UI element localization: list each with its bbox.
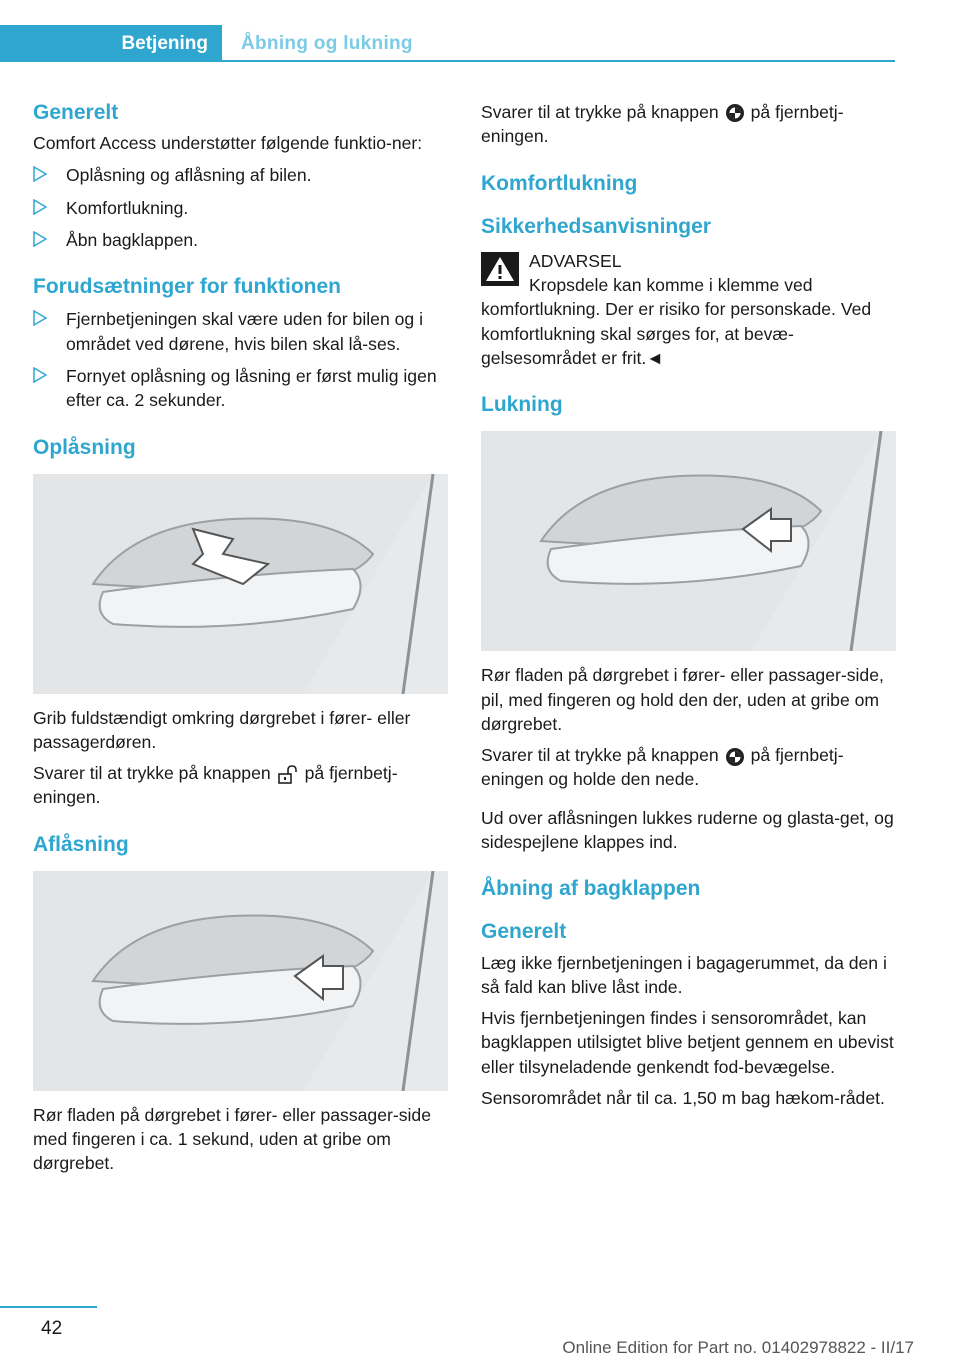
bagklap-text-2: Hvis fjernbetjeningen findes i sensorområdet, kan bagklappen utilsigtet blive betjent gennem en ubevist eller tilsyneladende genkendt fod-bevægelse.	[481, 1008, 894, 1077]
bagklap-text-1: Læg ikke fjernbetjeningen i bagagerummet, da den i så fald kan blive låst inde.	[481, 952, 887, 997]
heading-sikkerhedsanvisninger: Sikkerhedsanvisninger	[481, 214, 711, 238]
warning-heading: ADVARSEL	[529, 250, 622, 271]
heading-generelt: Generelt	[33, 101, 119, 124]
generelt-intro: Comfort Access understøtter følgende funktio-ner:	[33, 133, 423, 154]
lukning-text-1: Rør fladen på dørgrebet i fører- eller passager-side, pil, med fingeren og hold den der, uden at gribe om dørgrebet.	[481, 665, 884, 734]
unlock-icon	[277, 765, 299, 785]
heading-lukning: Lukning	[481, 393, 563, 417]
door-handle-figure-unlock	[33, 474, 448, 694]
edition-footer: Online Edition for Part no. 01402978822 - II/17	[562, 1338, 914, 1357]
list-item: Komfortlukning.	[33, 196, 448, 220]
bmw-logo-icon	[725, 103, 745, 123]
triangle-bullet-icon	[33, 367, 47, 383]
heading-aflaasning: Aflåsning	[33, 832, 129, 856]
forudsaetninger-list	[33, 307, 448, 412]
list-item: Åbn bagklappen.	[33, 228, 448, 252]
lukning-text-2: Svarer til at trykke på knappen på fjernbetj-eningen og holde den nede.	[481, 745, 844, 790]
lukning-text-3: Ud over aflåsningen lukkes ruderne og glasta-get, og sidespejlene klappes ind.	[481, 807, 894, 853]
header-section: Betjening	[121, 33, 208, 54]
list-item: Oplåsning og aflåsning af bilen.	[33, 163, 448, 187]
triangle-bullet-icon	[33, 231, 47, 247]
bagklap-text-3: Sensorområdet når til ca. 1,50 m bag hækom-rådet.	[481, 1087, 885, 1108]
oplaasning-text: Grib fuldstændigt omkring dørgrebet i fører- eller passagerdøren.	[33, 707, 411, 752]
aflaasning-text: Rør fladen på dørgrebet i fører- eller passager-side med fingeren i ca. 1 sekund, uden at gribe om dørgrebet.	[33, 1104, 431, 1174]
bmw-logo-icon	[725, 747, 745, 767]
triangle-bullet-icon	[33, 310, 47, 326]
footer-rule	[0, 1306, 97, 1308]
warning-text: Kropsdele kan komme i klemme ved komfortlukning. Der er risiko for personskade. Ved komfortlukning skal sørges for, at bevæ-gelsesområdet er frit.◄	[481, 275, 872, 368]
triangle-bullet-icon	[33, 166, 47, 182]
heading-oplaasning: Oplåsning	[33, 435, 136, 459]
warning-block	[481, 249, 896, 370]
list-item: Fornyet oplåsning og låsning er først mulig igen efter ca. 2 sekunder.	[33, 364, 448, 413]
heading-komfortlukning: Komfortlukning	[481, 171, 638, 195]
heading-aabning-bagklappen: Åbning af bagklappen	[481, 877, 701, 901]
list-item: Fjernbetjeningen skal være uden for bilen og i området ved dørene, hvis bilen skal lå-ses.	[33, 307, 448, 356]
header-subsection: Åbning og lukning	[241, 33, 413, 54]
right-column	[481, 100, 896, 1117]
generelt-list	[33, 163, 448, 252]
heading-forudsaetninger: Forudsætninger for funktionen	[33, 275, 341, 299]
oplaasning-button-text: Svarer til at trykke på knappen på fjernbetj-eningen.	[33, 763, 398, 808]
door-handle-figure-close	[481, 431, 896, 651]
warning-icon	[481, 252, 519, 286]
door-handle-figure-lock	[33, 871, 448, 1091]
heading-bagklap-generelt: Generelt	[481, 920, 567, 944]
header-section-tab	[0, 25, 222, 62]
page-number: 42	[41, 1318, 63, 1339]
left-column	[33, 100, 448, 1183]
triangle-bullet-icon	[33, 199, 47, 215]
right-top-text: Svarer til at trykke på knappen på fjernbetj-eningen.	[481, 102, 844, 147]
